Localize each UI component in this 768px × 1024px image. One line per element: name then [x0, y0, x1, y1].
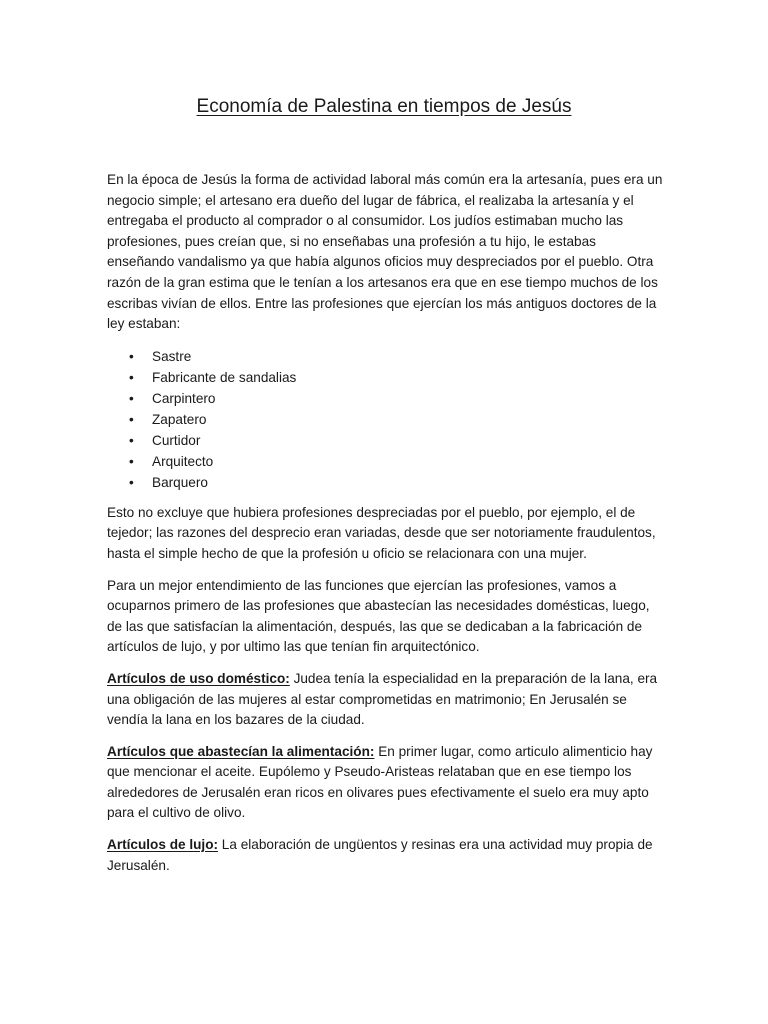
- section-heading: Artículos de uso doméstico:: [107, 670, 290, 686]
- functions-paragraph: Para un mejor entendimiento de las funciones que ejercían las profesiones, vamos a ocuparnos primero de las profesiones que abastecían las necesidades domésticas, luego, de las que satisfacían la alimentación, después, las que se dedicaban a la fabricación de artículos de lujo, y por ultimo las que tenían fin arquitectónico.: [107, 577, 650, 655]
- section-text: La elaboración de ungüentos y resinas era una actividad muy propia de Jerusalén.: [107, 837, 653, 873]
- list-item: [107, 410, 663, 431]
- professions-list: [107, 347, 663, 494]
- bullet-icon: •: [129, 474, 134, 490]
- section-luxury: [107, 835, 663, 876]
- document-body: [107, 170, 663, 887]
- list-item-label: Carpintero: [152, 390, 216, 406]
- bullet-icon: •: [129, 411, 134, 427]
- section-domestic: [107, 669, 663, 731]
- section-text: Judea tenía la especialidad en la preparación de la lana, era una obligación de las mujeres al estar comprometidas en matrimonio; En Jerusalén se vendía la lana en los bazares de la ciudad.: [107, 670, 658, 728]
- bullet-icon: •: [129, 390, 134, 406]
- list-item-label: Sastre: [152, 348, 192, 364]
- list-item-label: Barquero: [152, 474, 208, 490]
- bullet-icon: •: [129, 453, 134, 469]
- list-item: [107, 389, 663, 410]
- section-text: En primer lugar, como articulo alimenticio hay que mencionar el aceite. Eupólemo y Pseudo-Aristeas relataban que en ese tiempo los alrededores de Jerusalén eran ricos en olivares pues efectivamente el suelo era muy apto para el cultivo de olivo.: [107, 743, 653, 821]
- list-item-label: Fabricante de sandalias: [152, 369, 297, 385]
- list-item: [107, 347, 663, 368]
- list-item: [107, 368, 663, 389]
- bullet-icon: •: [129, 348, 134, 364]
- list-item-label: Zapatero: [152, 411, 207, 427]
- despised-professions-paragraph: Esto no excluye que hubiera profesiones despreciadas por el pueblo, por ejemplo, el de tejedor; las razones del desprecio eran variadas, desde que ser notoriamente fraudulentos, hasta el simple hecho de que la profesión u oficio se relacionara con una mujer.: [107, 504, 656, 561]
- section-food: [107, 742, 663, 824]
- list-item-label: Curtidor: [152, 432, 201, 448]
- list-item-label: Arquitecto: [152, 453, 214, 469]
- list-item: [107, 452, 663, 473]
- bullet-icon: •: [129, 369, 134, 385]
- section-heading: Artículos de lujo:: [107, 837, 219, 853]
- intro-paragraph: En la época de Jesús la forma de actividad laboral más común era la artesanía, pues era un negocio simple; el artesano era dueño del lugar de fábrica, el realizaba la artesanía y el entregaba el producto al comprador o al consumidor. Los judíos estimaban mucho las profesiones, pues creían que, si no enseñabas una profesión a tu hijo, le estabas enseñando vandalismo ya que había algunos oficios muy despreciados por el pueblo. Otra razón de la gran estima que le tenían a los artesanos era que en ese tiempo muchos de los escribas vivían de ellos. Entre las profesiones que ejercían los más antiguos doctores de la ley estaban:: [107, 172, 663, 332]
- bullet-icon: •: [129, 432, 134, 448]
- list-item: [107, 431, 663, 452]
- document-title: Economía de Palestina en tiempos de Jesús: [196, 96, 572, 117]
- section-heading: Artículos que abastecían la alimentación:: [107, 743, 375, 759]
- list-item: [107, 473, 663, 494]
